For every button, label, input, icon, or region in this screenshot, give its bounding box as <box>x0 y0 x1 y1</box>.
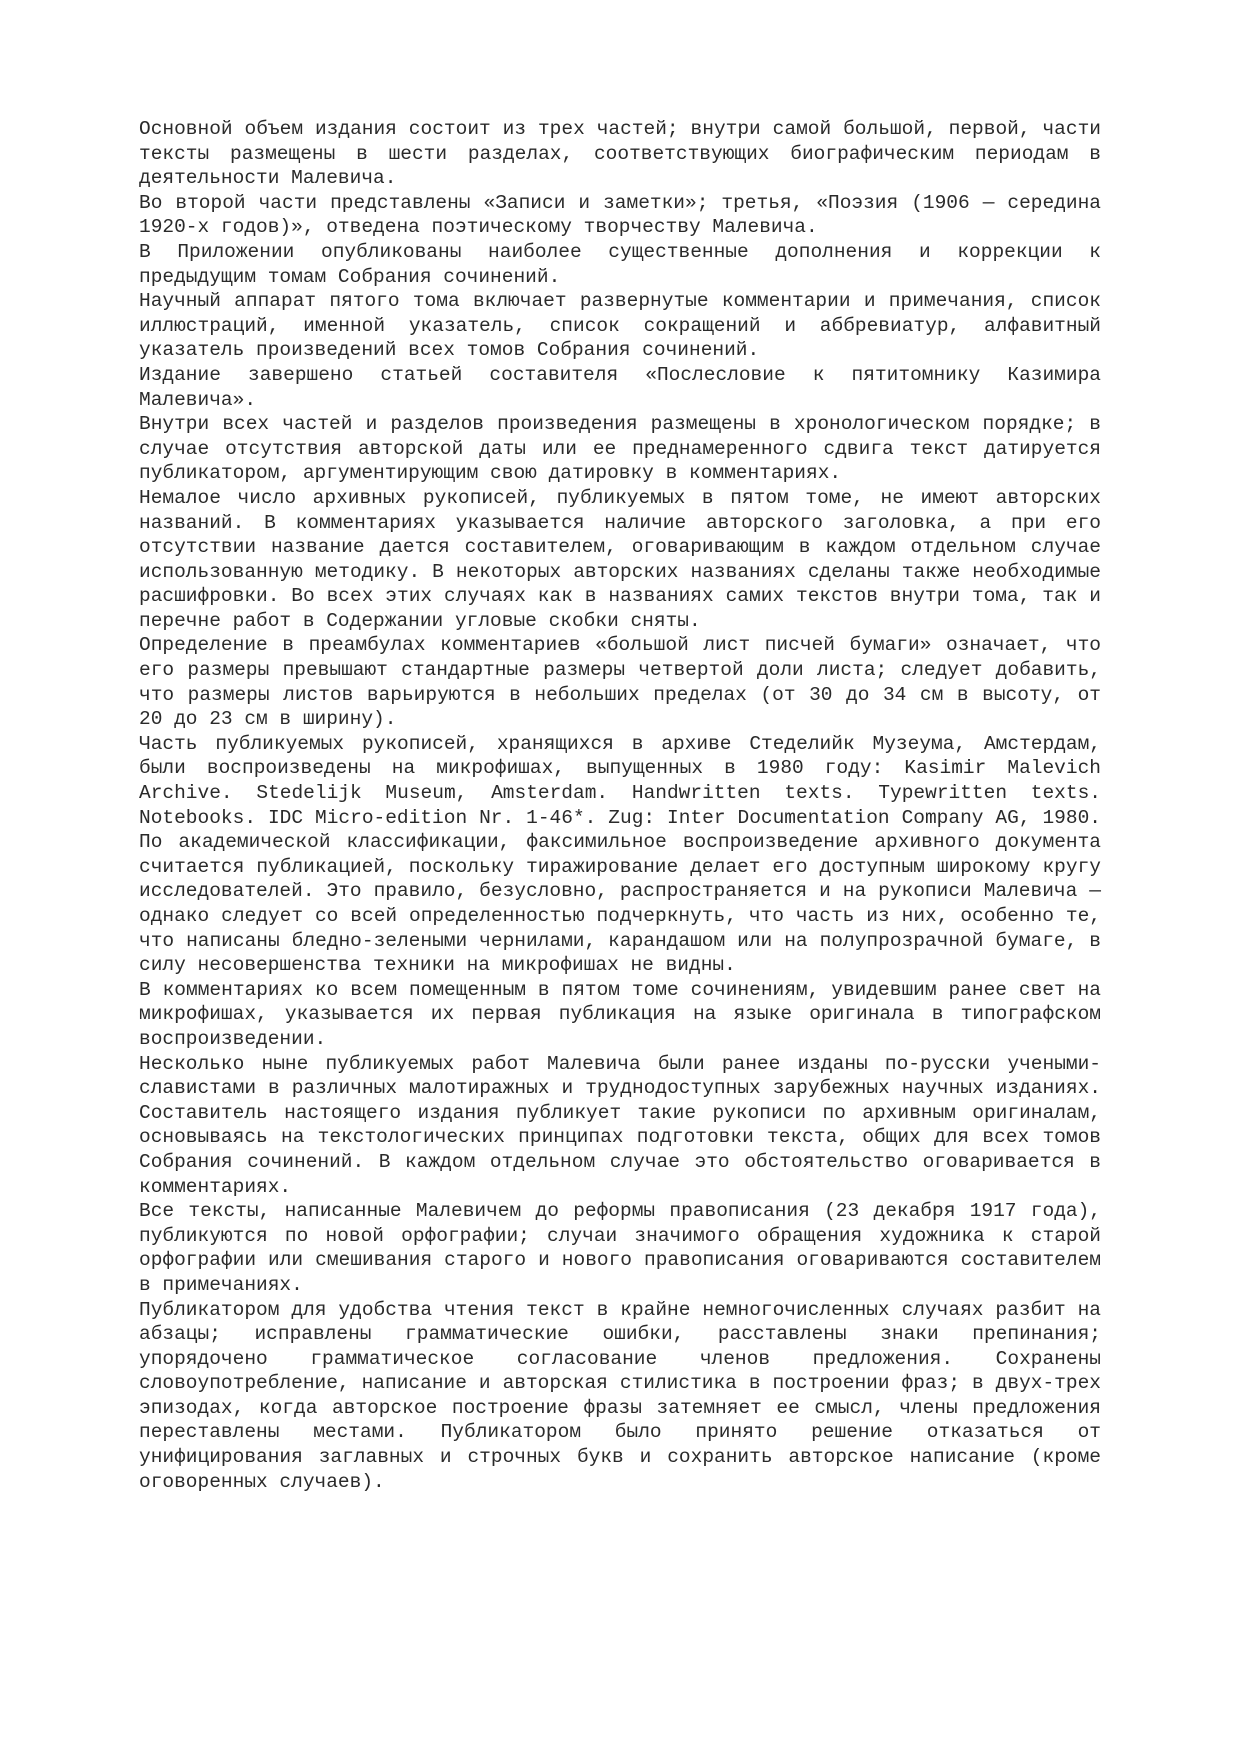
paragraph-first-publication: В комментариях ко всем помещенным в пятом томе сочинениям, увидевшим ранее свет на микрофишах, указывается их первая публикация на языке оригинала в типографском воспроизведении. <box>139 978 1101 1050</box>
paragraph-editorial-corrections: Публикатором для удобства чтения текст в крайне немногочисленных случаях разбит на абзацы; исправлены грамматические ошибки, расставлены знаки препинания; упорядочено грамматическое согласование членов предложения. Сохранены словоупотребление, написание и авторская стилистика в построении фраз; в двух-трех эпизодах, когда авторское построение фразы затемняет ее смысл, члены предложения переставлены местами. Публикатором было принято решение отказаться от унифицирования заглавных и строчных букв и сохранить авторское написание (кроме оговоренных случаев). <box>139 1298 1101 1493</box>
document-page <box>139 117 1101 1494</box>
paragraph-microfiche: Часть публикуемых рукописей, хранящихся в архиве Стеделийк Музеума, Амстердам, были воспроизведены на микрофишах, выпущенных в 1980 году: Kasimir Malevich Archive. Stedelijk Museum, Amsterdam. Handwritten texts. Typewritten texts. Notebooks. IDC Micro-edition Nr. 1-46*. Zug: Inter Documentation Company AG, 1980. По академической классификации, факсимильное воспроизведение архивного документа считается публикацией, поскольку тиражирование делает его доступным широкому кругу исследователей. Это правило, безусловно, распространяется и на рукописи Малевича — однако следует со всей определенностью подчеркнуть, что часть из них, особенно те, что написаны бледно-зелеными чернилами, карандашом или на полупрозрачной бумаге, в силу несовершенства техники на микрофишах не видны. <box>139 732 1101 977</box>
paragraph-scientific-apparatus: Научный аппарат пятого тома включает развернутые комментарии и примечания, список иллюстраций, именной указатель, список сокращений и аббревиатур, алфавитный указатель произведений всех томов Собрания сочинений. <box>139 290 1101 362</box>
paragraph-slavists-editions: Несколько ныне публикуемых работ Малевича были ранее изданы по-русски учеными-славистами в различных малотиражных и труднодоступных зарубежных научных изданиях. Составитель настоящего издания публикует такие рукописи по архивным оригиналам, основываясь на текстологических принципах подготовки текста, общих для всех томов Собрания сочинений. В каждом отдельном случае это обстоятельство оговаривается в комментариях. <box>139 1052 1101 1198</box>
paragraph-orthography: Все тексты, написанные Малевичем до реформы правописания (23 декабря 1917 года), публикуются по новой орфографии; случаи значимого обращения художника к старой орфографии или смешивания старого и нового правописания оговариваются составителем в примечаниях. <box>139 1200 1101 1296</box>
paragraph-titles: Немалое число архивных рукописей, публикуемых в пятом томе, не имеют авторских названий. В комментариях указывается наличие авторского заголовка, а при его отсутствии название дается составителем, оговаривающим в каждом отдельном случае использованную методику. В некоторых авторских названиях сделаны также необходимые расшифровки. Во всех этих случаях как в названиях самих текстов внутри тома, так и перечне работ в Содержании угловые скобки сняты. <box>139 486 1101 632</box>
paragraph-appendix: В Приложении опубликованы наиболее существенные дополнения и коррекции к предыдущим томам Собрания сочинений. <box>139 240 1101 288</box>
paragraph-edition-structure: Основной объем издания состоит из трех частей; внутри самой большой, первой, части тексты размещены в шести разделах, соответствующих биографическим периодам в деятельности Малевича. <box>139 118 1101 190</box>
paragraph-chronological-order: Внутри всех частей и разделов произведения размещены в хронологическом порядке; в случае отсутствия авторской даты или ее преднамеренного сдвига текст датируется публикатором, аргументирующим свою датировку в комментариях. <box>139 413 1101 485</box>
paragraph-second-part: Во второй части представлены «Записи и заметки»; третья, «Поэзия (1906 — середина 1920-х годов)», отведена поэтическому творчеству Малевича. <box>139 191 1101 239</box>
paragraph-afterword: Издание завершено статьей составителя «Послесловие к пятитомнику Казимира Малевича». <box>139 363 1101 411</box>
paragraph-paper-sheet: Определение в преамбулах комментариев «большой лист писчей бумаги» означает, что его размеры превышают стандартные размеры четвертой доли листа; следует добавить, что размеры листов варьируются в небольших пределах (от 30 до 34 см в высоту, от 20 до 23 см в ширину). <box>139 634 1101 731</box>
